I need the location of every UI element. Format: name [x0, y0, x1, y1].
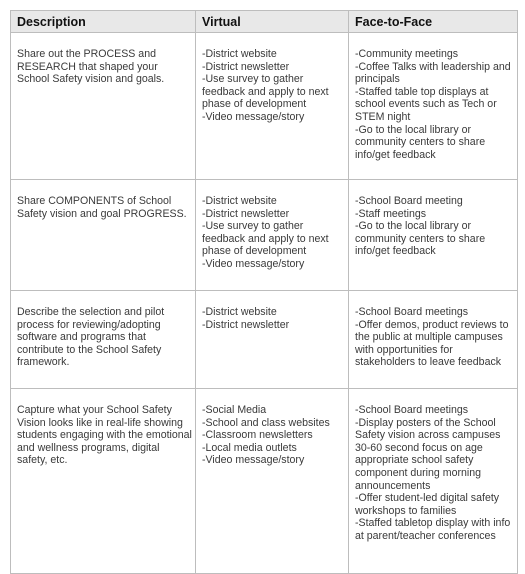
description-text: Capture what your School Safety Vision looks like in real-life showing students engaging with the emotional and wellness programs, digital safety, etc. [17, 404, 192, 467]
face-to-face-cell [349, 291, 518, 389]
face-to-face-item: -Go to the local library or community centers to share info/get feedback [355, 123, 486, 161]
face-to-face-item: -Go to the local library or community centers to share info/get feedback [355, 220, 486, 258]
face-to-face-item: -School Board meetings [355, 404, 469, 416]
face-to-face-item: -Staff meetings [355, 207, 427, 220]
virtual-item: -District newsletter [202, 60, 290, 73]
virtual-item: -Classroom newsletters [202, 429, 313, 442]
face-to-face-item: -Offer student-led digital safety workshops to families [355, 492, 500, 517]
face-to-face-item: -Staffed tabletop display with info at parent/teacher conferences [355, 517, 511, 542]
description-text: Share COMPONENTS of School Safety vision and goal PROGRESS. [17, 195, 187, 220]
virtual-item: -Video message/story [202, 110, 305, 123]
virtual-item: -Use survey to gather feedback and apply to next phase of development [202, 73, 329, 111]
face-to-face-cell [349, 33, 518, 180]
description-cell [11, 180, 196, 291]
virtual-cell [196, 389, 349, 574]
face-to-face-item: -Display posters of the School Safety vision across campuses 30-60 second focus on age appropriate school safety component during morning announcements [355, 416, 501, 492]
table-row [11, 291, 518, 389]
table-row [11, 180, 518, 291]
description-text: Describe the selection and pilot process for reviewing/adopting software and programs that contribute to the School Safety framework. [17, 306, 165, 369]
virtual-item: -District website [202, 48, 277, 60]
face-to-face-item: -School Board meeting [355, 195, 463, 207]
face-to-face-cell [349, 180, 518, 291]
virtual-item: -District website [202, 306, 277, 318]
virtual-item: -Video message/story [202, 454, 305, 467]
virtual-item: -District newsletter [202, 318, 290, 331]
header-row [11, 11, 518, 33]
header-description: Description [11, 11, 196, 33]
communication-plan-table [10, 10, 518, 574]
description-cell [11, 33, 196, 180]
virtual-cell [196, 291, 349, 389]
virtual-cell [196, 180, 349, 291]
face-to-face-item: -Coffee Talks with leadership and principals [355, 60, 511, 86]
table-row [11, 33, 518, 180]
face-to-face-item: -Community meetings [355, 48, 459, 60]
table-row [11, 389, 518, 574]
virtual-item: -District newsletter [202, 207, 290, 220]
virtual-item: -School and class websites [202, 416, 330, 429]
face-to-face-item: -Offer demos, product reviews to the public at multiple campuses with opportunities for stakeholders to leave feedback [355, 318, 509, 369]
header-virtual: Virtual [196, 11, 349, 33]
description-cell [11, 291, 196, 389]
virtual-item: -District website [202, 195, 277, 207]
face-to-face-item: -School Board meetings [355, 306, 469, 318]
description-text: Share out the PROCESS and RESEARCH that shaped your School Safety vision and goals. [17, 48, 165, 86]
virtual-item: -Video message/story [202, 257, 305, 270]
header-face-to-face: Face-to-Face [349, 11, 518, 33]
virtual-item: -Social Media [202, 404, 267, 416]
description-cell [11, 389, 196, 574]
virtual-cell [196, 33, 349, 180]
virtual-item: -Use survey to gather feedback and apply to next phase of development [202, 220, 329, 258]
face-to-face-cell [349, 389, 518, 574]
virtual-item: -Local media outlets [202, 441, 297, 454]
face-to-face-item: -Staffed table top displays at school events such as Tech or STEM night [355, 85, 497, 123]
